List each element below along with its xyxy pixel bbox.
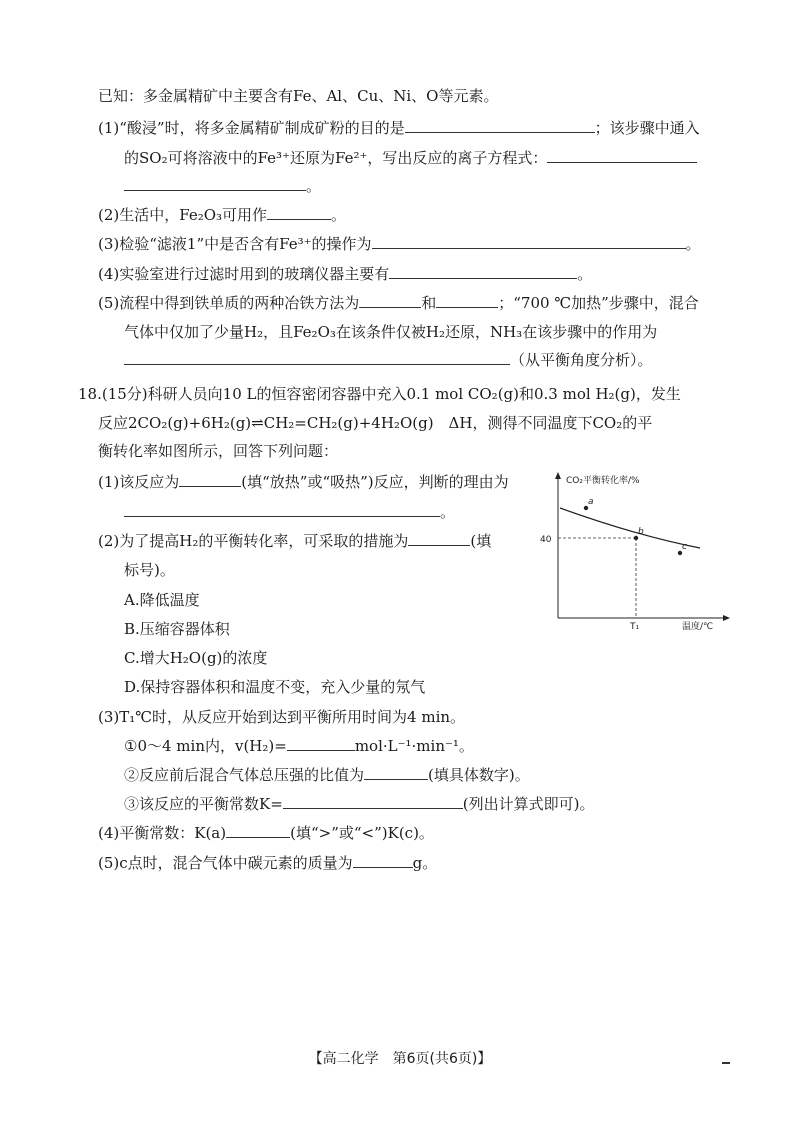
- q18-p3-sub3-blank[interactable]: [283, 794, 463, 809]
- q17-p1-line1: [98, 118, 700, 138]
- q17-p2-line: [98, 205, 346, 225]
- q17-p1-text-a: (1)“酸浸”时，将多金属精矿制成矿粉的目的是: [98, 119, 405, 137]
- q18-p1-text-a: (1)该反应为: [98, 473, 180, 491]
- q18-option-c: C.增大H₂O(g)的浓度: [124, 649, 268, 667]
- point-label-a: a: [588, 497, 594, 507]
- x-axis-arrow: [723, 615, 730, 621]
- q18-p1-line1: [98, 472, 509, 492]
- q17-p5-and: 和: [421, 294, 437, 312]
- q18-p3-sub3-note: (列出计算式即可)。: [462, 795, 595, 813]
- q18-p3-sub1: [124, 736, 474, 756]
- q18-p3-sub1-blank[interactable]: [287, 736, 355, 751]
- q18-p4-text-a: (4)平衡常数：K(a): [98, 824, 227, 842]
- q17-p1-end: 。: [306, 177, 322, 195]
- q17-p3-blank[interactable]: [372, 234, 686, 249]
- co2-conversion-chart: [540, 470, 748, 632]
- q18-p4-text-b: (填“>”或“<”)K(c)。: [290, 824, 434, 842]
- q17-p1-blank-3[interactable]: [124, 176, 306, 191]
- y-axis-label: CO₂平衡转化率/%: [566, 476, 640, 486]
- q18-p4-line: [98, 823, 434, 843]
- x-tick-label: T₁: [630, 622, 640, 632]
- q17-p1-blank-2[interactable]: [547, 148, 697, 163]
- q18-p3-head: (3)T₁℃时，从反应开始到达到平衡所用时间为4 min。: [98, 708, 466, 726]
- x-axis-label: 温度/℃: [682, 622, 714, 632]
- q18-p1-line2: [124, 502, 455, 522]
- q18-p1-end: 。: [440, 503, 456, 521]
- q17-p1-text-b: ；该步骤中通入: [594, 119, 700, 137]
- conversion-curve: [560, 508, 700, 548]
- chart-points: [584, 497, 687, 555]
- q17-p2-end: 。: [331, 206, 347, 224]
- q17-p5-blank-1[interactable]: [359, 293, 421, 308]
- q18-p1-blank-1[interactable]: [179, 472, 241, 487]
- q17-p1-line3: [124, 176, 321, 196]
- q17-p3-text: (3)检验“滤液1”中是否含有Fe³⁺的操作为: [98, 235, 372, 253]
- q17-p5-line3: [124, 350, 653, 370]
- q17-p4-line: [98, 264, 592, 284]
- q18-p3-sub1-text: ①0～4 min内，v(H₂)=: [124, 737, 287, 755]
- corner-mark: [722, 1062, 730, 1064]
- q17-p5-text-a: (5)流程中得到铁单质的两种冶铁方法为: [98, 294, 360, 312]
- q18-tail: 衡转化率如图所示，回答下列问题：: [98, 442, 339, 460]
- q18-p2-line2: 标号)。: [124, 561, 175, 579]
- point-label-c: c: [682, 542, 687, 552]
- q18-reaction: 反应2CO₂(g)+6H₂(g)⇌CH₂=CH₂(g)+4H₂O(g) ΔH，测得不同温度下CO₂的平: [98, 414, 653, 432]
- q17-p3-end: 。: [685, 235, 701, 253]
- point-label-b: b: [638, 527, 644, 537]
- q17-p3-line: [98, 234, 701, 254]
- q18-p3-sub3: [124, 794, 595, 814]
- q18-p1-text-b: (填“放热”或“吸热”)反应，判断的理由为: [241, 473, 509, 491]
- y-axis-arrow: [555, 472, 561, 479]
- q18-p5-text-a: (5)c点时，混合气体中碳元素的质量为: [98, 854, 353, 872]
- known-info: 已知：多金属精矿中主要含有Fe、Al、Cu、Ni、O等元素。: [98, 87, 499, 105]
- q17-p4-text: (4)实验室进行过滤时用到的玻璃仪器主要有: [98, 265, 390, 283]
- q17-p4-blank[interactable]: [389, 264, 577, 279]
- q18-p3-sub2-text: ②反应前后混合气体总压强的比值为: [124, 766, 365, 784]
- q17-p5-blank-3[interactable]: [124, 350, 510, 365]
- q18-p5-blank[interactable]: [353, 853, 413, 868]
- q18-p1-blank-2[interactable]: [124, 502, 440, 517]
- q17-p5-line1: [98, 293, 699, 313]
- q17-p5-end: （从平衡角度分析）。: [510, 351, 653, 369]
- q18-p4-blank[interactable]: [226, 823, 290, 838]
- q17-p2-blank[interactable]: [267, 205, 331, 220]
- q18-p3-sub1-unit: mol·L⁻¹·min⁻¹。: [354, 737, 474, 755]
- q18-p2-text-a: (2)为了提高H₂的平衡转化率，可采取的措施为: [98, 532, 409, 550]
- q18-p3-sub2-note: (填具体数字)。: [428, 766, 530, 784]
- q17-p4-end: 。: [577, 265, 593, 283]
- q18-p3-sub2: [124, 765, 530, 785]
- q18-p2-blank[interactable]: [408, 531, 470, 546]
- q17-p1-blank-1[interactable]: [405, 118, 595, 133]
- q18-p3-sub2-blank[interactable]: [364, 765, 428, 780]
- page-footer: 【高二化学 第6页(共6页)】: [308, 1051, 492, 1067]
- q18-option-b: B.压缩容器体积: [124, 620, 230, 638]
- q17-p2-text: (2)生活中，Fe₂O₃可用作: [98, 206, 268, 224]
- q18-option-d: D.保持容器体积和温度不变，充入少量的氖气: [124, 678, 426, 696]
- q18-option-a: A.降低温度: [124, 591, 200, 609]
- y-tick-label: 40: [540, 535, 552, 545]
- q17-p1-line2: [124, 148, 697, 168]
- q17-p5-blank-2[interactable]: [436, 293, 498, 308]
- q18-head: 18.(15分)科研人员向10 L的恒容密闭容器中充入0.1 mol CO₂(g)和0.3 mol H₂(g)，发生: [78, 385, 681, 403]
- q18-p5-line: [98, 853, 437, 873]
- q17-p1-text-c: 的SO₂可将溶液中的Fe³⁺还原为Fe²⁺，写出反应的离子方程式：: [124, 149, 548, 167]
- q18-p2-line1: [98, 531, 491, 551]
- q17-p5-text-b: ；“700 ℃加热”步骤中，混合: [498, 294, 699, 312]
- q18-p2-text-b: (填: [470, 532, 492, 550]
- q17-p5-line2: 气体中仅加了少量H₂，且Fe₂O₃在该条件仅被H₂还原，NH₃在该步骤中的作用为: [124, 323, 658, 341]
- q18-p5-text-b: g。: [412, 854, 438, 872]
- q18-p3-sub3-text: ③该反应的平衡常数K=: [124, 795, 283, 813]
